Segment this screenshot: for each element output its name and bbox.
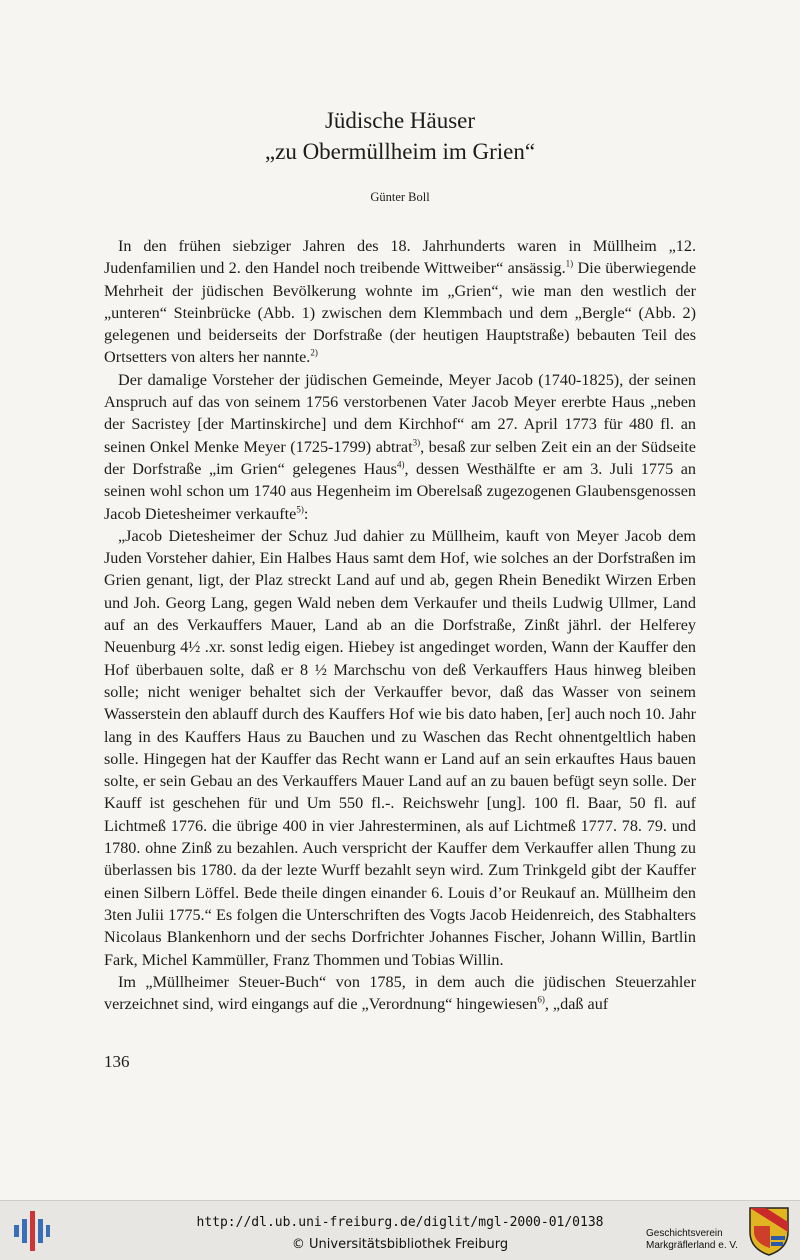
footnote-ref[interactable]: 6) <box>537 994 545 1005</box>
footnote-ref[interactable]: 1) <box>565 258 574 269</box>
footnote-ref[interactable]: 3) <box>412 437 421 448</box>
author: Günter Boll <box>370 190 430 204</box>
society-name: Geschichtsverein Markgräflerland e. V. <box>646 1228 738 1251</box>
page-number: 136 <box>104 1052 130 1071</box>
coat-of-arms-icon <box>748 1206 790 1256</box>
article-body <box>104 235 696 1015</box>
article-title: Jüdische Häuser <box>324 108 476 133</box>
paragraph: In den frühen siebziger Jahren des 18. Jahrhunderts waren in Müllheim „12. Judenfamilien und 2. den Handel noch treibende Wittweiber“ ansässig.$^{1)}$ Die überwiegende Mehrheit der jüdischen Bevölkerung wohnte im „Grien“, wie man den westlich der „unteren“ Steinbrücke (Abb. 1) zwischen dem Klemmbach und dem „Bergle“ (Abb. 2) gelegenen und beiderseits der Dorfstraße (der heutigen Hauptstraße) bebauten Teil des Ortsetters von alters her nannte.$^{2)}$ <box>104 237 696 367</box>
paragraph: Der damalige Vorsteher der jüdischen Gemeinde, Meyer Jacob (1740-1825), der seinen Anspruch auf das von seinem 1756 verstorbenen Vater Jacob Meyer ererbte Haus „neben der Sacristey [der Martinskirche] und dem Kirchhof“ am 27. April 1773 für 480 fl. an seinen Onkel Menke Meyer (1725-1799) abtrat$^{3)}$, besaß zur selben Zeit ein an der Südseite der Dorfstraße „im Grien“ gelegenes Haus$^{4)}$, dessen Westhälfte er am 3. Juli 1775 an seinen wohl schon um 1740 aus Hegenheim im Oberelsaß zugezogenen Glaubensgenossen Jacob Dietesheimer verkaufte$^{5)}$: <box>104 370 696 523</box>
viewer-footer <box>0 1200 800 1260</box>
footnote-ref[interactable]: 2) <box>310 348 318 359</box>
permalink-url[interactable]: http://dl.ub.uni-freiburg.de/diglit/mgl-2000-01/0138 <box>196 1215 604 1230</box>
footnote-ref[interactable]: 4) <box>396 459 405 470</box>
quoted-paragraph: „Jacob Dietesheimer der Schuz Jud dahier zu Müllheim, kauft von Meyer Jacob dem Juden Vorsteher dahier, Ein Halbes Haus samt dem Hof, wie solches an der Dorfstraßen im Grien genant, ligt, der Plaz streckt Land auf und ab, gegen Rhein Benedikt Wirzen Erben und Joh. Georg Lang, gegen Wald neben dem Verkaufer und theils Ludwig Ullmer, Land auf an des Verkauffers Mauer, Land ab an die Dorfstraße, Zinßt jährl. der Helferey Neuenburg 4½ .xr. sonst ledig eigen. Hiebey ist angedinget worden, Wann der Kauffer den Hof überbauen solte, daß er 8 ½ Marchschu von deß Verkauffers Haus hinweg bleiben solle; nicht weniger behaltet sich der Verkauffer bevor, daß das Wasser von seinem Wasserstein den ablauff durch des Kauffers Hof wie bis dato haben, [er] auch noch 10. Jahr lang in des Kauffers Haus zu Bauchen und zu Waschen das Recht ohnentgeltlich haben solle. Hingegen hat der Kauffer das Recht wann er Land auf an sein erkauftes Haus bauen solte, er sein Gebau an des Verkauffers Mauer Land auf an zu bauen befügt seyn solle. Der Kauff ist geschehen für und Um 550 fl.-. Reichswehr [ung]. 100 fl. Baar, 50 fl. auf Lichtmeß 1776. die übrige 400 in vier Jahresterminen, als auf Lichtmeß 1777. 78. 79. und 1780. ohne Zinß zu bezahlen. Auch verspricht der Kauffer dem Verkauffer allen Thung zu überlassen bis 1780. da der lezte Wurff bezahlt seyn wird. Zum Trinkgeld gibt der Kauffer einen Silbern Löffel. Bede theile dingen einander 6. Louis d’or Reukauf an. Müllheim den 3ten Julii 1775.“ Es folgen die Unterschriften des Vogts Jacob Heidenreich, des Stabhalters Nicolaus Blankenhorn und der sechs Dorfrichter Johannes Fischer, Johann Willin, Bartlin Fark, Michel Kammüller, Franz Thommen und Tobias Willin. <box>104 526 696 969</box>
paragraph: Im „Müllheimer Steuer-Buch“ von 1785, in dem auch die jüdischen Steuerzahler verzeichnet sind, wird eingangs auf die „Verordnung“ hingewiesen$^{6)}$, „daß auf <box>104 972 696 1014</box>
copyright-notice: © Universitätsbibliothek Freiburg <box>291 1237 509 1252</box>
article-subtitle: „zu Obermüllheim im Grien“ <box>264 139 536 164</box>
footnote-ref[interactable]: 5) <box>296 504 304 515</box>
